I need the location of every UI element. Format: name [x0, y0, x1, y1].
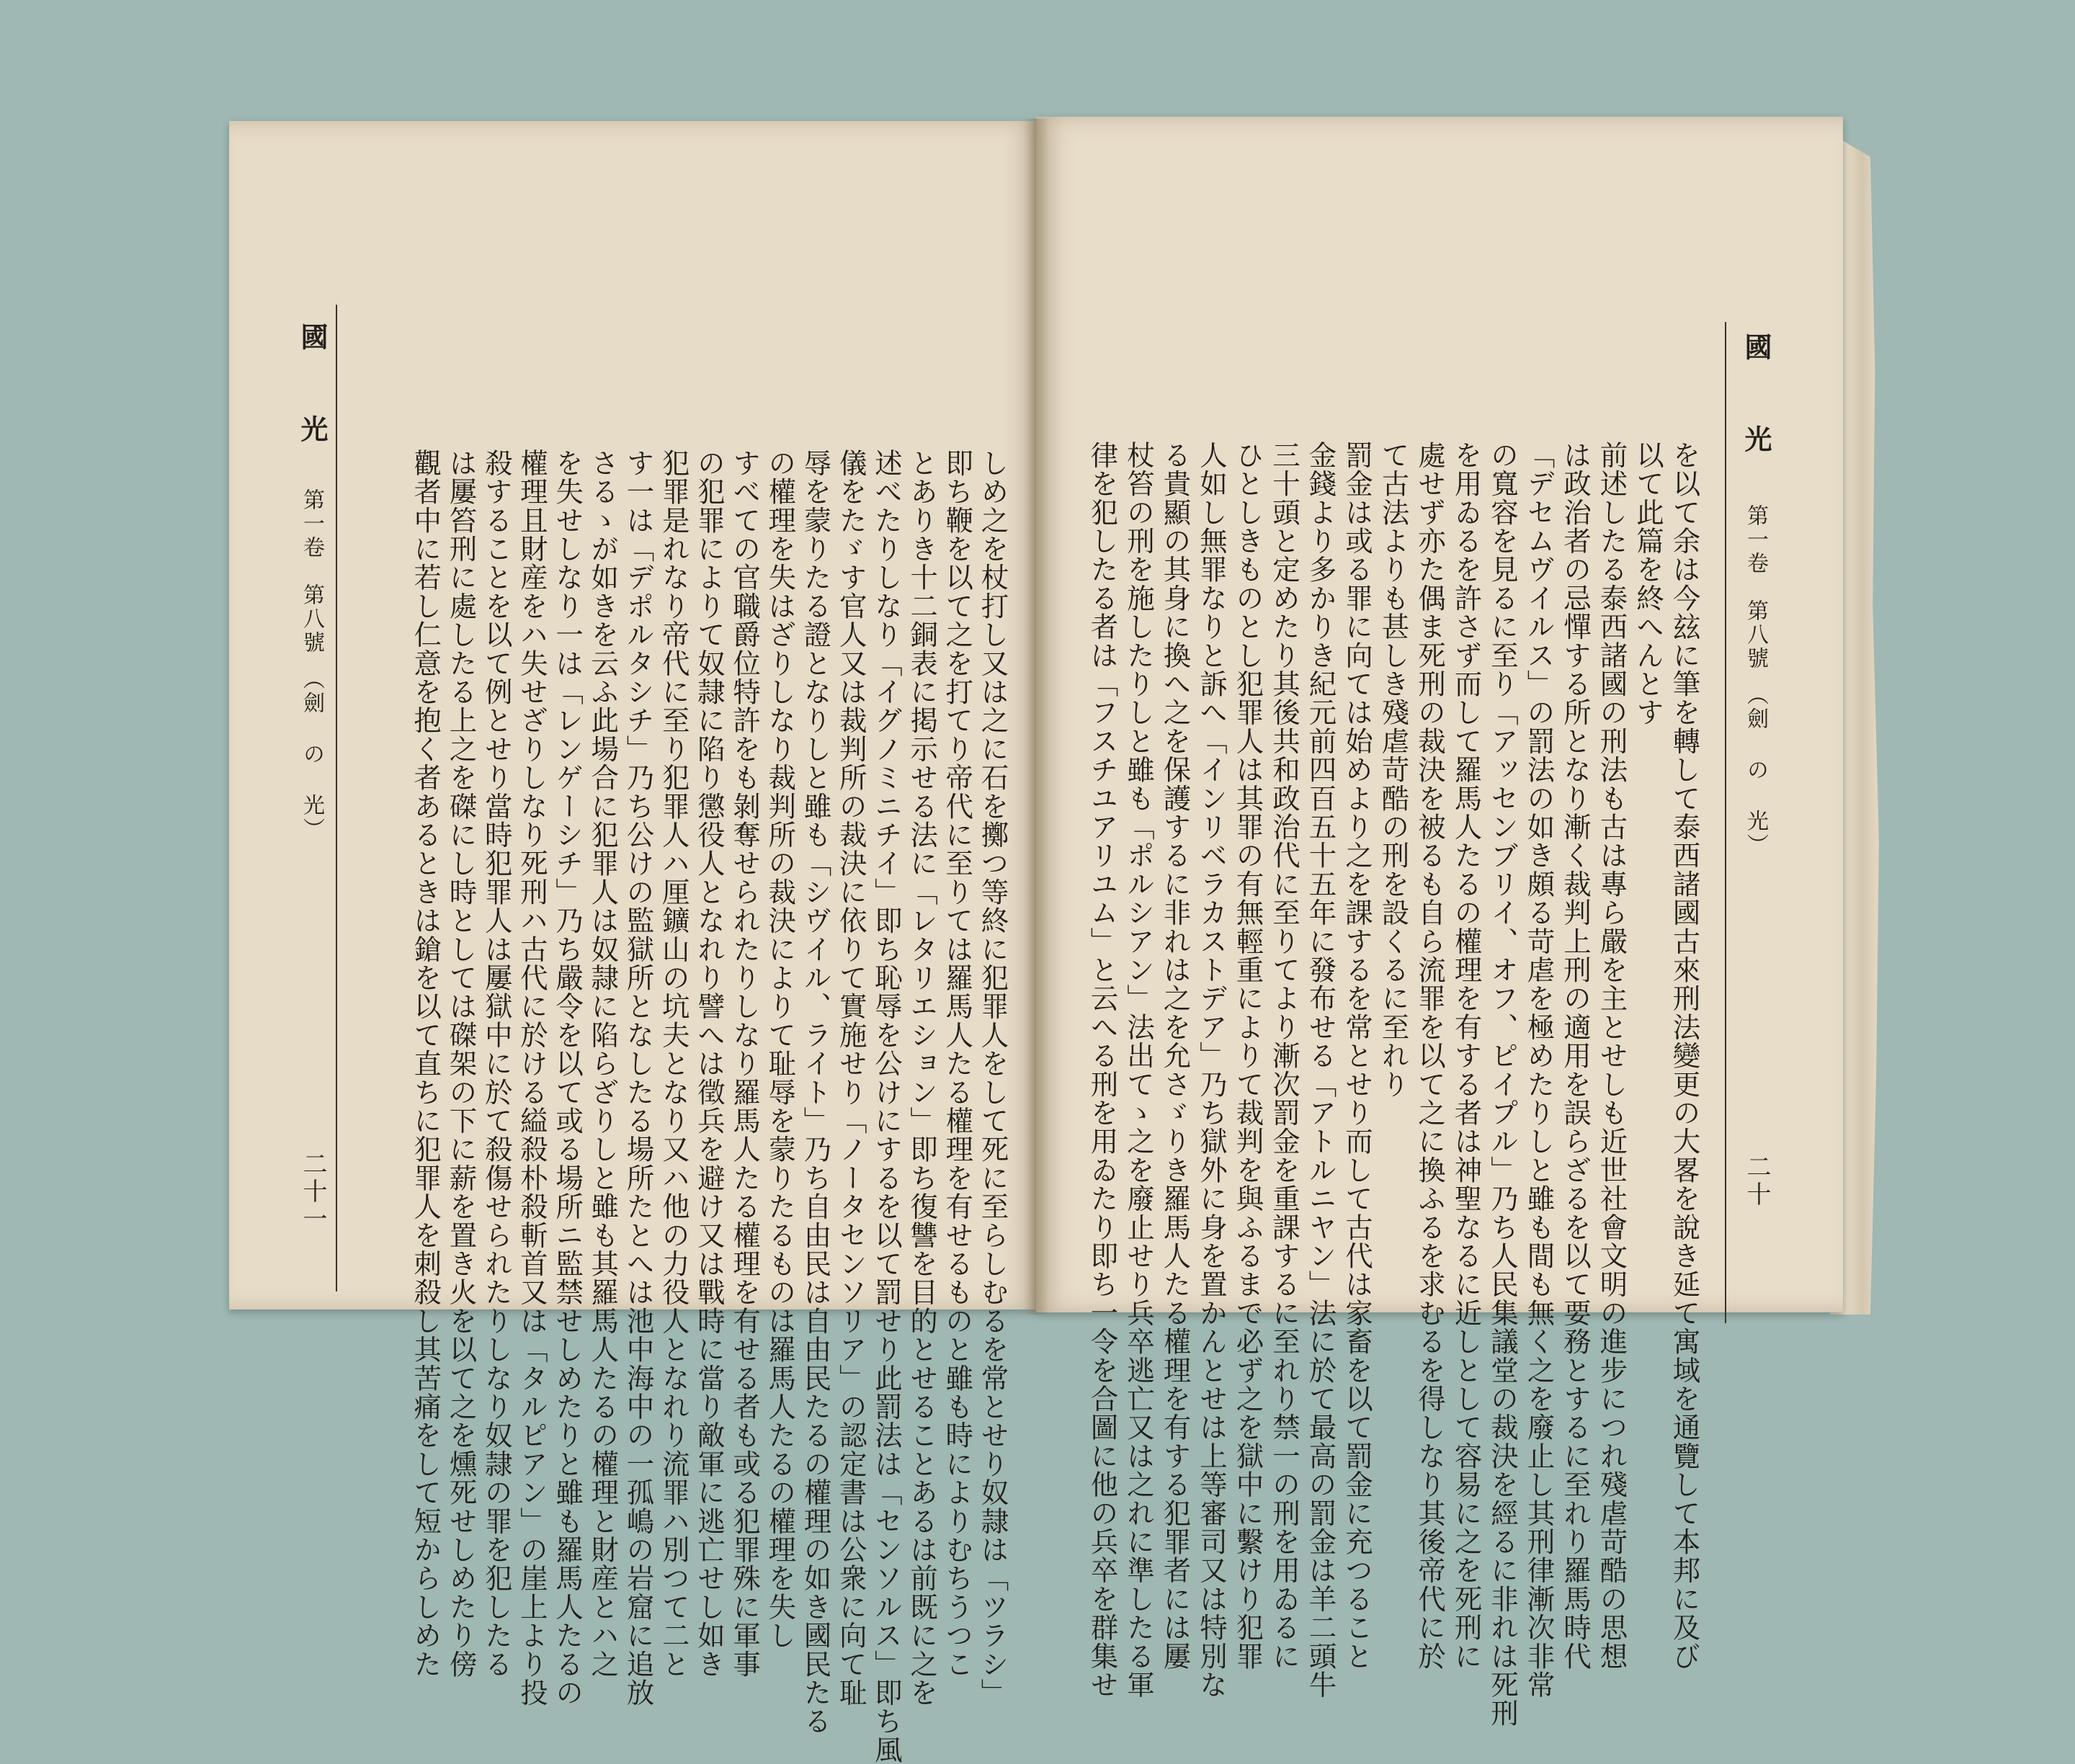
right-header-rule: [1725, 322, 1726, 1323]
right-text-column: ひとしきものとし犯罪人は其罪の有無輕重によりて裁判を與ふるまで必ず之を獄中に繫けり犯罪: [1231, 441, 1264, 1671]
right-text-column: 人如し無罪なりと訴へ「インリベラカストデア」乃ち獄外に身を置かんとせは上等審司又は特別な: [1195, 441, 1228, 1699]
left-text-column: 辱を蒙りたる證となりしと雖も「シヴイル、ライト」乃ち自由民は自由民たるの權理の如き國民たる: [799, 449, 832, 1736]
right-header-meta: 第一卷 第八號 （劍 の 光）: [1743, 504, 1768, 857]
left-text-column: の犯罪によりて奴隷に陷り懲役人となれり譬へは徵兵を避け又は戰時に當り敵軍に逃亡せし如き: [692, 449, 726, 1679]
right-text-column: 律を犯したる者は「フスチユアリユム」と云へる刑を用ゐたり即ち一令を合圖に他の兵卒を群集せ: [1086, 441, 1119, 1699]
right-text-column: 罰金は或る罪に向ては始めより之を課するを常とせり而して古代は家畜を以て罰金に充つること: [1341, 441, 1373, 1671]
right-text-column: は政治者の忌憚する所となり漸く裁判上刑の適用を誤らざるを以て要務とするに至れり羅馬時代: [1559, 441, 1592, 1671]
left-text-column: すべての官職爵位特許をも剝奪せられたりしなり羅馬人たる權理を有せる者も或る犯罪殊に軍事: [728, 449, 762, 1679]
left-header-rule: [336, 305, 337, 1291]
left-folio: 二十一: [298, 1151, 327, 1233]
left-text-column: しめ之を杖打し又は之に石を擲つ等終に犯罪人をして死に至らしむるを常とせり奴隷は「ツラシ」: [976, 449, 1009, 1707]
right-text-column: 金錢より多かりき紀元前四百五十五年に發布せる「アトルニヤン」法に於て最高の罰金は羊二頭牛: [1304, 441, 1337, 1699]
right-text-column: て古法よりも甚しき殘虐苛酷の刑を設くるに至れり: [1377, 441, 1410, 1099]
left-text-column: とありき十二銅表に掲示せる法に「レタリエション」即ち復讐を目的とせることあるは前既に之を: [906, 449, 939, 1707]
right-text-column: を以て余は今玆に筆を轉して泰西諸國古來刑法變更の大畧を說き延て寓域を通覽して本邦に及び: [1668, 441, 1701, 1671]
left-text-column: を失せしなり一は「レンゲーシチ」乃ち嚴令を以て或る場所ニ監禁せしめたりと雖も羅馬人たるの: [551, 449, 584, 1707]
right-text-column: る貴顯の其身に換へ之を保護するに非れは之を允さゞりき羅馬人たる權理を有する犯罪者には屢: [1159, 441, 1192, 1671]
right-page: [1036, 117, 1843, 1728]
right-text-column: 三十頭と定めたり其後共和政治代に至りてより漸次罰金を重課するに至れり禁一の刑を用ゐるに: [1268, 441, 1300, 1671]
right-folio: 二十: [1742, 1154, 1771, 1209]
left-text-column: 觀者中に若し仁意を抱く者あるときは鎗を以て直ちに犯罪人を刺殺し其苦痛をして短からしめた: [409, 449, 442, 1679]
left-text-column: 權理且財産をハ失せざりしなり死刑ハ古代に於ける縊殺朴殺斬首又は「タルピアン」の崖上より投: [515, 449, 548, 1707]
left-header-title: 國 光: [296, 323, 329, 461]
right-header-title: 國 光: [1740, 333, 1772, 471]
left-text-column: 儀をたゞす官人又は裁判所の裁決に依りて實施せり「ノータセンソリア」の認定書は公衆に向て耻: [834, 449, 867, 1707]
left-page: [229, 121, 1036, 1764]
right-text-column: を用ゐるを許さず而して羅馬人たるの權理を有する者は神聖なるに近しとして容易に之を死刑に: [1450, 441, 1483, 1671]
left-text-column: 犯罪是れなり帝代に至り犯罪人ハ厘鑛山の坑夫となり又ハ他の力役人となれり流罪ハ別つて二と: [657, 449, 690, 1679]
right-text-column: 「デセムヴイルス」の罰法の如き頗る苛虐を極めたりしと雖も間も無く之を廢止し其刑律漸次非常: [1522, 441, 1556, 1699]
left-text-column: 述べたりしなり「イグノミニチイ」即ち恥辱を公けにするを以て罰せり此罰法は「センソルス」即ち風: [870, 449, 903, 1764]
right-text-column: 處せず亦た偶ま死刑の裁決を被るも自ら流罪を以て之に換ふるを求むるを得しなり其後帝代に於: [1414, 441, 1446, 1671]
left-text-column: 殺することを以て例とせり當時犯罪人は屢獄中に於て殺傷せられたりしなり奴隷の罪を犯したる: [480, 449, 513, 1679]
book-spine: [1023, 119, 1049, 1315]
left-text-column: さるゝが如きを云ふ此場合に犯罪人は奴隷に陷らざりしと雖も其羅馬人たるの權理と財産とハ之: [586, 449, 620, 1679]
left-text-column: す一は「デポルタシチ」乃ち公けの監獄所となしたる場所たとへは池中海中の一孤嶋の岩窟に追放: [622, 449, 655, 1707]
left-text-column: は屢笞刑に處したる上之を磔にし時としては磔架の下に薪を置き火を以て之を燻死せしめたり傍: [445, 449, 478, 1679]
left-text-column: の權理を失はざりしなり裁判所の裁決によりて耻辱を蒙りたるものは羅馬人たるの權理を失し: [764, 449, 797, 1650]
left-header-meta: 第一卷 第八號 （劍 の 光）: [299, 488, 324, 841]
right-text-column: 以て此篇を終へんとす: [1632, 441, 1664, 727]
right-text-column: 前述したる泰西諸國の刑法も古は專ら嚴を主とせしも近世社會文明の進步につれ殘虐苛酷の思想: [1595, 441, 1628, 1671]
right-text-column: の寬容を見るに至り「アッセンブリイ、オフ、ピイプル」乃ち人民集議堂の裁決を經るに非れは死刑: [1486, 441, 1519, 1728]
left-text-column: 即ち鞭を以て之を打てり帝代に至りては羅馬人たる權理を有せるものと雖も時によりむちうつこ: [941, 449, 974, 1679]
right-text-column: 杖笞の刑を施したりしと雖も「ポルシアン」法出てゝ之を廢止せり兵卒逃亡又は之れに準したる軍: [1123, 441, 1155, 1699]
